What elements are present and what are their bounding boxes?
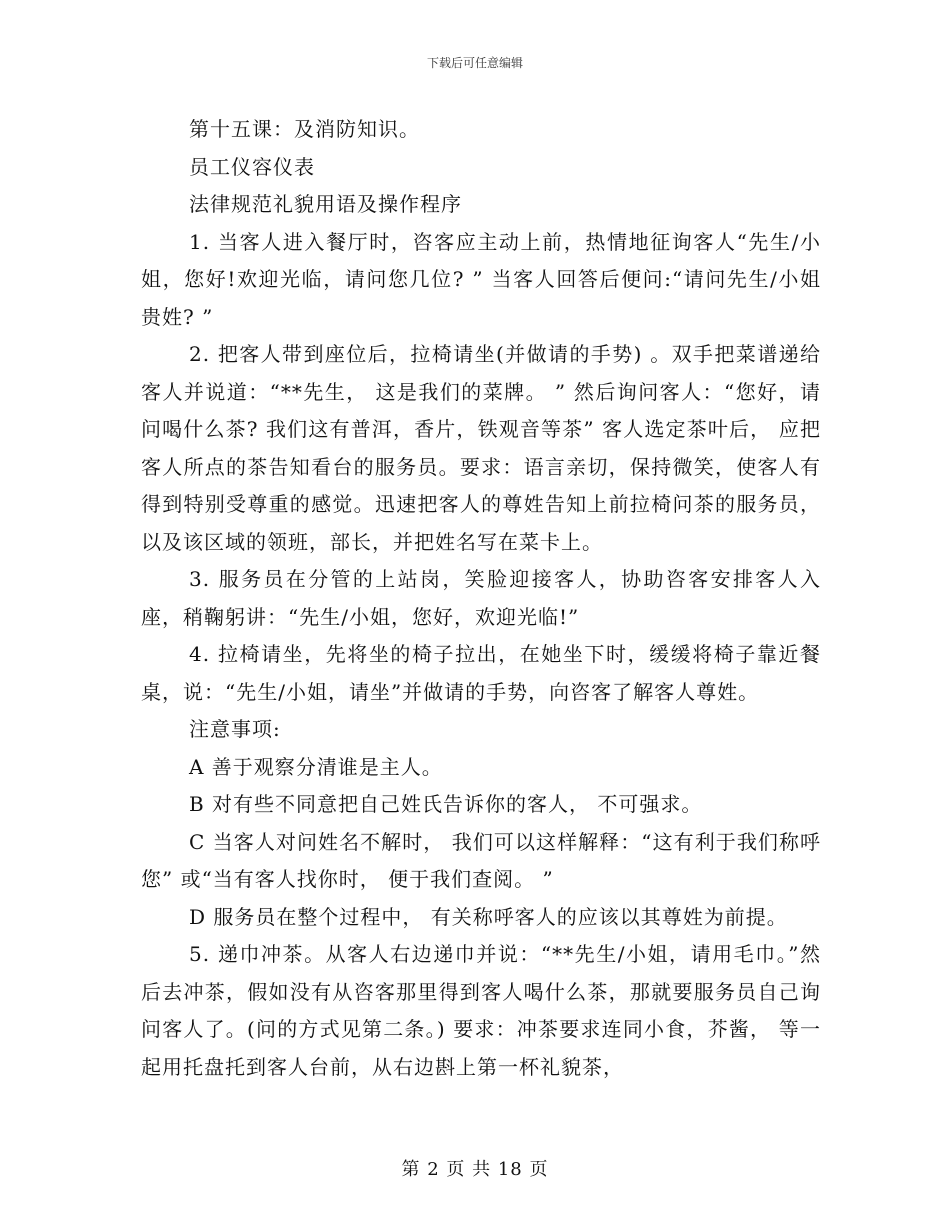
- header-note: 下载后可任意编辑: [426, 56, 523, 70]
- paragraph-note-d: D 服务员在整个过程中， 有关称呼客人的应该以其尊姓为前提。: [189, 904, 788, 929]
- paragraph-note-c: C 当客人对问姓名不解时， 我们可以这样解释：“这有利于我们称呼您” 或“当有客人找你时， 便于我们查阅。 ”: [141, 829, 821, 891]
- paragraph-step-1: 1. 当客人进入餐厅时，咨客应主动上前，热情地征询客人“先生/小姐，您好!欢迎光临，请问您几位? ” 当客人回答后便问:“请问先生/小姐贵姓? ”: [141, 229, 821, 329]
- paragraph-etiquette-heading: 法律规范礼貌用语及操作程序: [189, 192, 462, 216]
- paragraph-note-a: A 善于观察分清谁是主人。: [189, 754, 443, 779]
- paragraph-step-3: 3. 服务员在分管的上站岗，笑脸迎接客人，协助咨客安排客人入座，稍鞠躬讲：“先生/小姐，您好，欢迎光临!”: [141, 567, 821, 629]
- paragraph-step-2: 2. 把客人带到座位后，拉椅请坐(并做请的手势) 。双手把菜谱递给客人并说道：“**先生， 这是我们的菜牌。 ” 然后询问客人：“您好，请问喝什么茶? 我们这有普洱，香片，铁观音等茶” 客人选定茶叶后， 应把客人所点的茶告知看台的服务员。要求：语言亲切，保持微笑，使客人有得到特别受尊重的感觉。迅速把客人的尊姓告知上前拉椅问茶的服务员，以及该区域的领班，部长，并把姓名写在菜卡上。: [141, 342, 821, 554]
- paragraph-step-4: 4. 拉椅请坐，先将坐的椅子拉出，在她坐下时，缓缓将椅子靠近餐桌，说：“先生/小姐，请坐”并做请的手势，向咨客了解客人尊姓。: [141, 642, 821, 704]
- paragraph-note-b: B 对有些不同意把自己姓氏告诉你的客人， 不可强求。: [189, 792, 703, 816]
- paragraph-appearance: 员工仪容仪表: [189, 154, 315, 179]
- paragraph-step-5: 5. 递巾冲茶。从客人右边递巾并说：“**先生/小姐，请用毛巾。”然后去冲茶，假如没有从咨客那里得到客人喝什么茶，那就要服务员自己询问客人了。(问的方式见第二条。) 要求：冲茶要求连同小食，芥酱， 等一起用托盘托到客人台前，从右边斟上第一杯礼貌茶，: [141, 942, 821, 1079]
- page-number-footer: 第 2 页 共 18 页: [401, 1159, 549, 1180]
- paragraph-notes-heading: 注意事项:: [189, 717, 281, 741]
- body-text: [141, 111, 821, 1086]
- paragraph-lesson-title: 第十五课：及消防知识。: [189, 117, 420, 141]
